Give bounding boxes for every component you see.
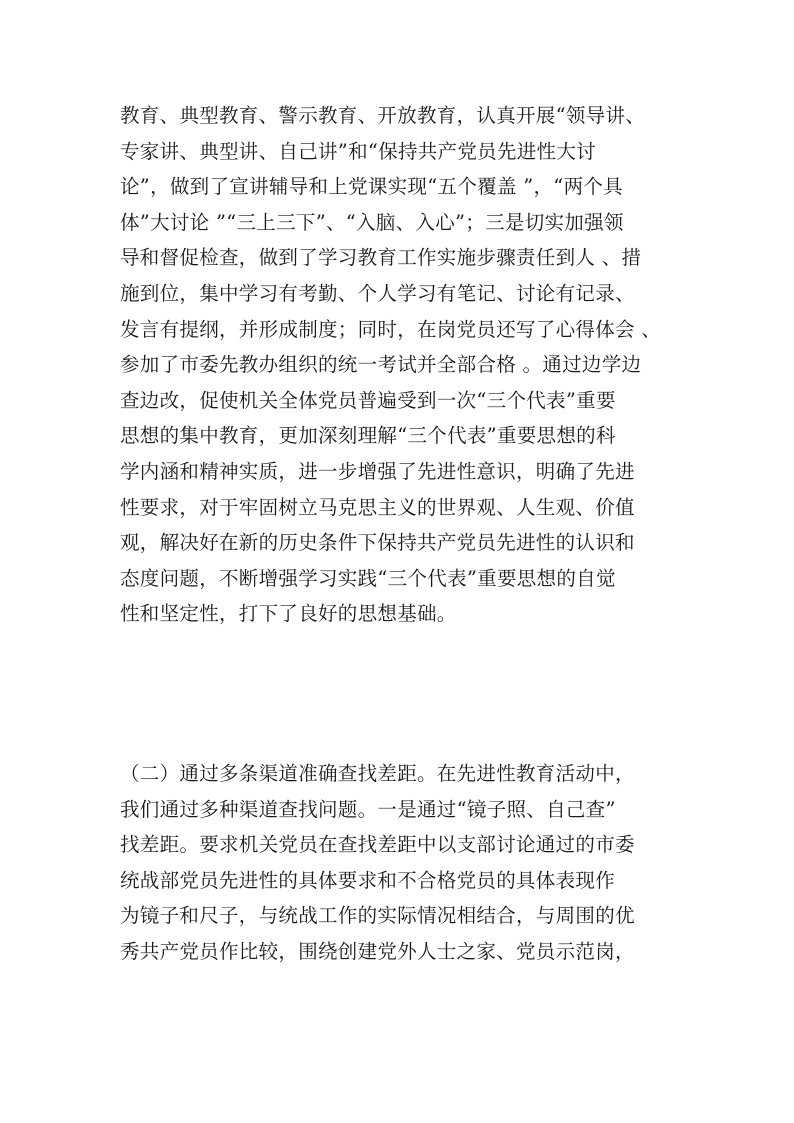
text-line: 学内涵和精神实质，进一步增强了先进性意识，明确了先进 xyxy=(120,459,635,483)
text-line: 导和督促检查，做到了学习教育工作实施步骤责任到人 、措 xyxy=(120,246,642,270)
text-line: 找差距。要求机关党员在查找差距中以支部讨论通过的市委 xyxy=(120,833,635,857)
paragraph-1 xyxy=(120,98,710,632)
text-line: 查边改，促使机关全体党员普遍受到一次“三个代表”重要 xyxy=(120,388,616,412)
text-line: 论”，做到了宣讲辅导和上党课实现“五个覆盖 ”，“两个具 xyxy=(120,175,623,199)
paragraph-2 xyxy=(120,756,710,970)
text-line: 性要求，对于牢固树立马克思主义的世界观、人生观、价值 xyxy=(120,495,635,519)
text-line: （二）通过多条渠道准确查找差距。在先进性教育活动中， xyxy=(120,762,635,785)
text-line: 教育、典型教育、警示教育、开放教育，认真开展“领导讲、 xyxy=(120,104,646,127)
text-line: 观，解决好在新的历史条件下保持共产党员先进性的认识和 xyxy=(120,531,635,555)
text-line: 我们通过多种渠道查找问题。一是通过“镜子照、自己查” xyxy=(120,797,616,821)
text-line: 体”大讨论 ”“三上三下”、“入脑、入心”；三是切实加强领 xyxy=(120,210,624,234)
text-line: 发言有提纲，并形成制度；同时，在岗党员还写了心得体会 、 xyxy=(120,317,662,341)
text-line: 性和坚定性，打下了良好的思想基础。 xyxy=(120,602,457,626)
text-line: 思想的集中教育，更加深刻理解“三个代表”重要思想的科 xyxy=(120,424,616,448)
text-line: 专家讲、典型讲、自己讲”和“保持共产党员先进性大讨 xyxy=(120,139,596,163)
text-line: 施到位，集中学习有考勤、个人学习有笔记、讨论有记录、 xyxy=(120,281,635,305)
text-line: 秀共产党员作比较，围绕创建党外人士之家、党员示范岗， xyxy=(120,939,635,963)
text-line: 参加了市委先教办组织的统一考试并全部合格 。通过边学边 xyxy=(120,353,642,377)
text-line: 为镜子和尺子，与统战工作的实际情况相结合，与周围的优 xyxy=(120,904,635,928)
text-line: 统战部党员先进性的具体要求和不合格党员的具体表现作 xyxy=(120,868,616,892)
text-line: 态度问题，不断增强学习实践“三个代表”重要思想的自觉 xyxy=(120,566,616,590)
